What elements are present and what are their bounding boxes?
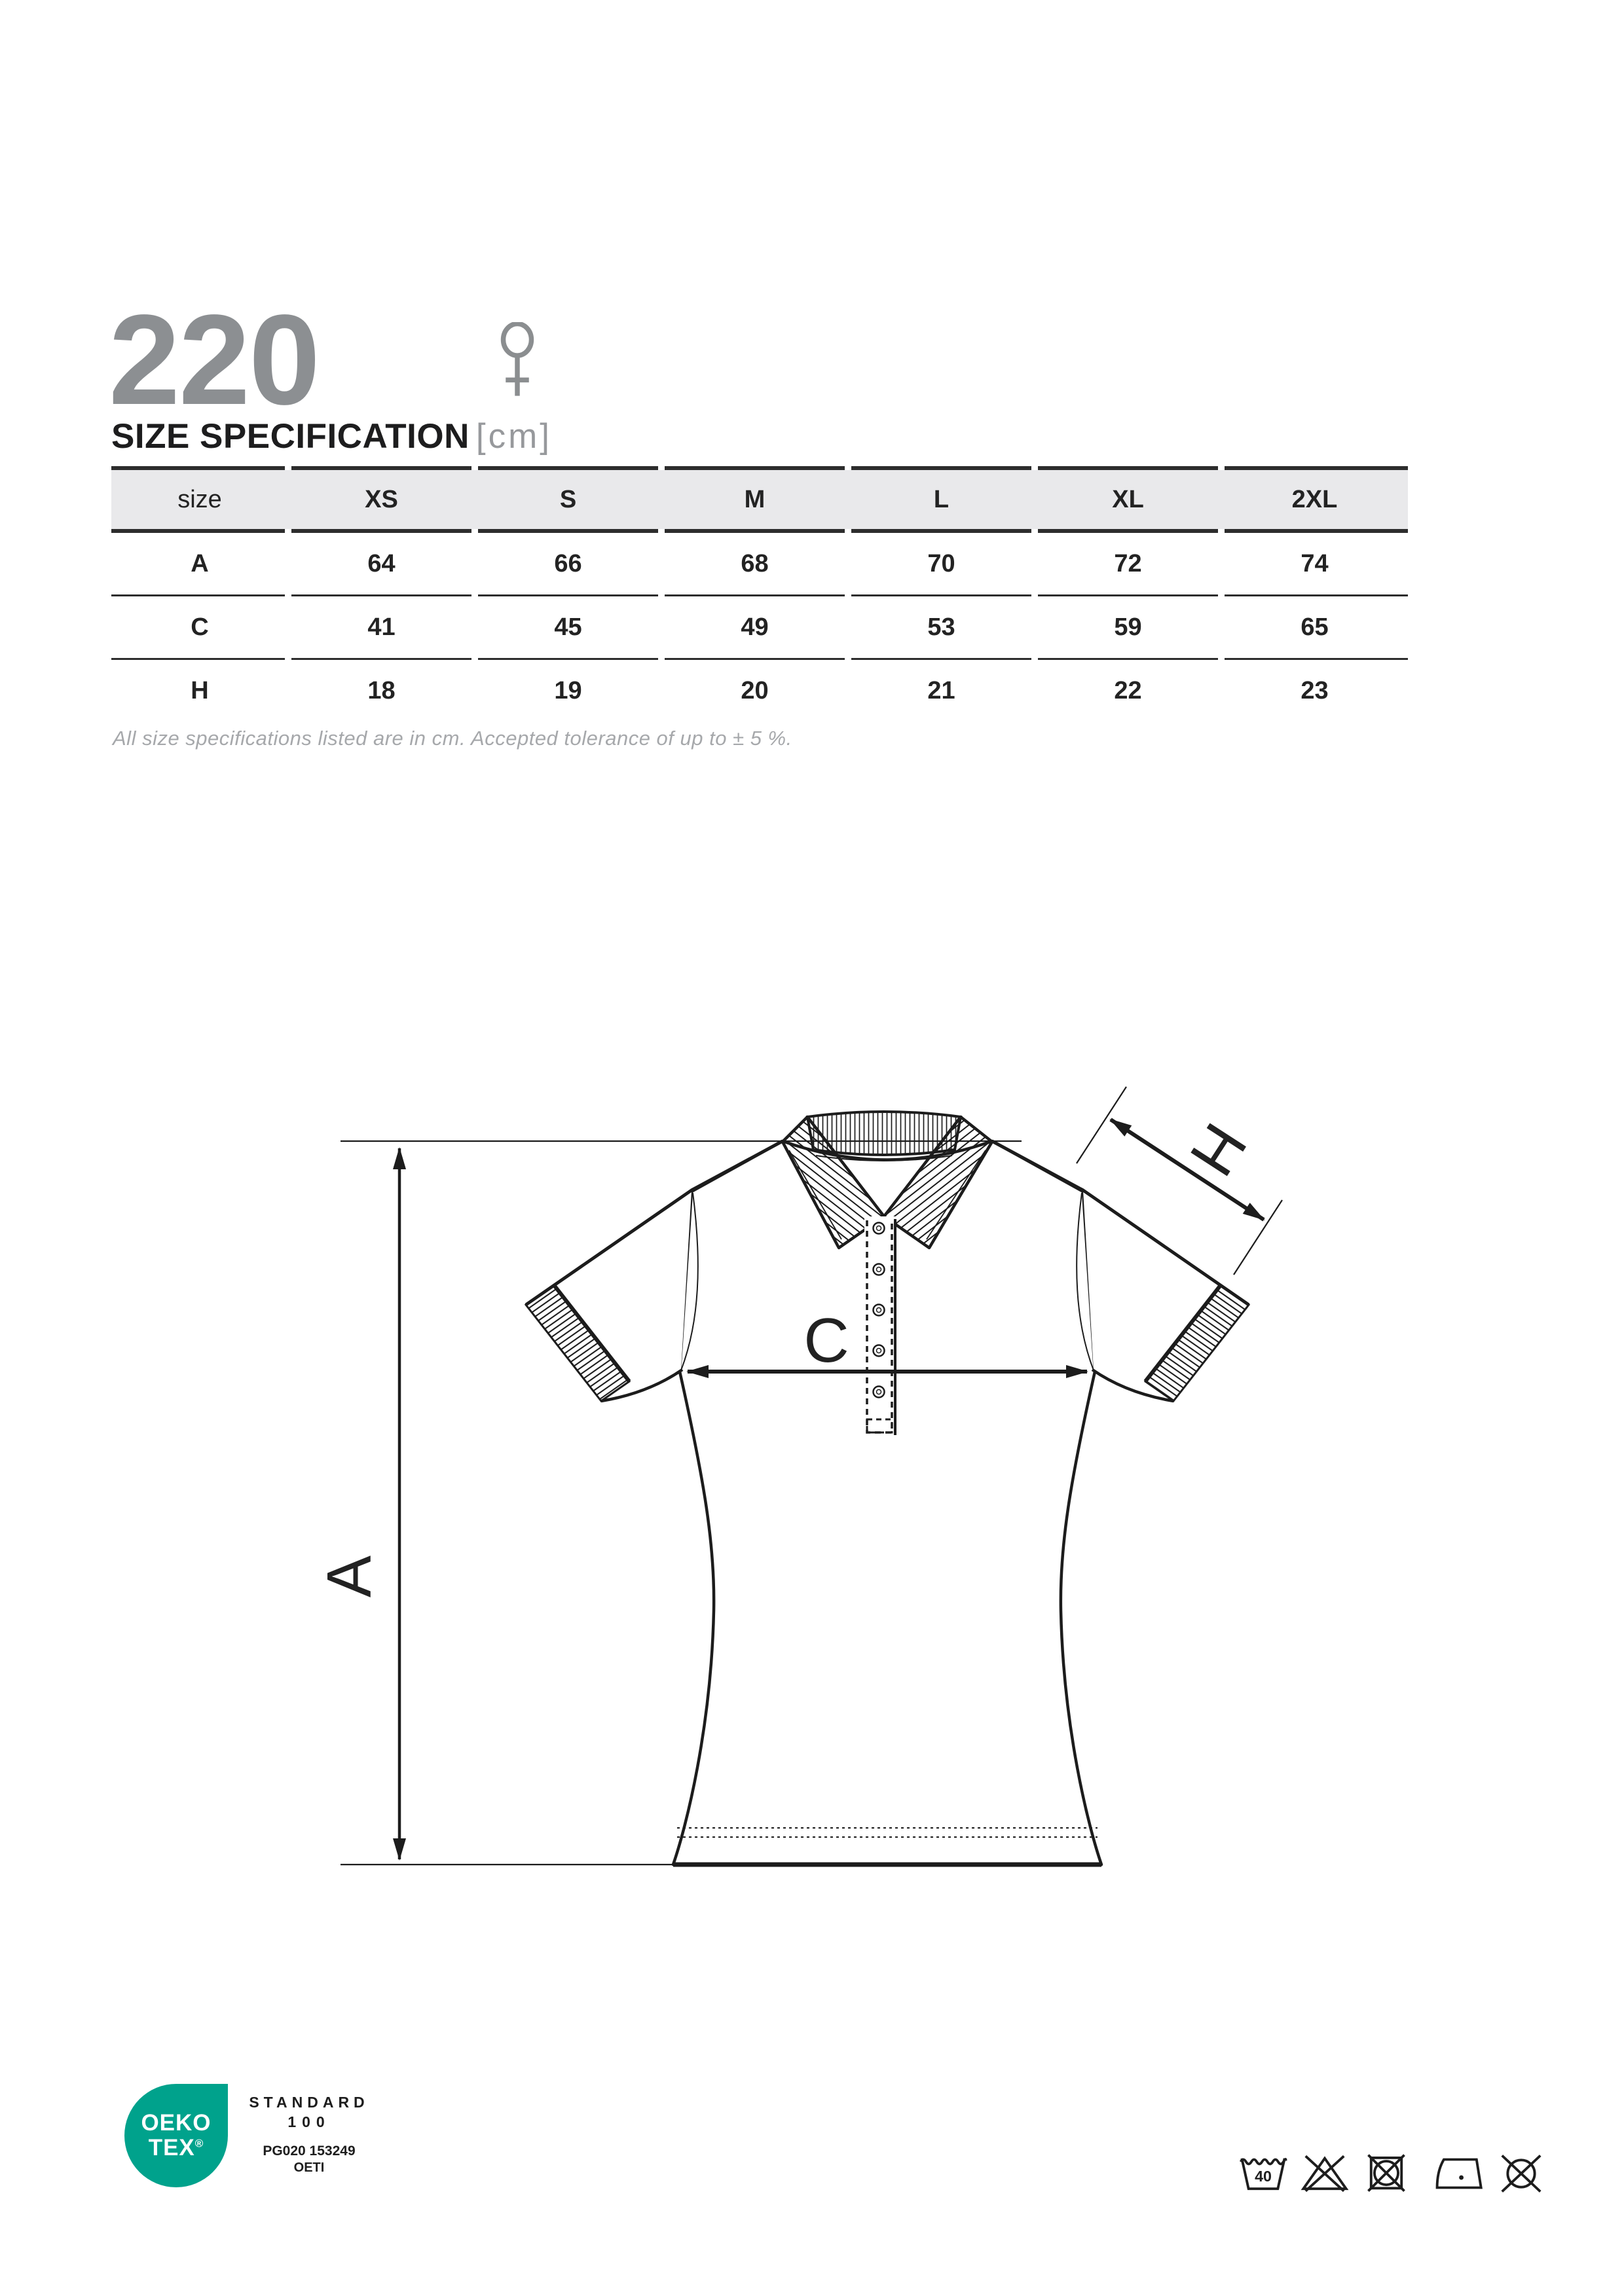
table-cell: 53	[927, 613, 955, 641]
dimension-a	[314, 1148, 399, 1859]
table-rule-segment	[1038, 529, 1218, 533]
dimension-h	[1111, 1111, 1264, 1220]
table-rule-segment	[665, 529, 845, 533]
table-header-cell: XS	[365, 485, 398, 513]
oeko-tex-logo-line2: TEX®	[148, 2135, 204, 2160]
wash-40-icon	[1235, 2153, 1291, 2195]
table-cell: 64	[367, 549, 396, 577]
table-rule	[111, 594, 1408, 596]
size-spec-title: SIZE SPECIFICATION	[111, 417, 470, 456]
table-rule-segment	[1038, 594, 1218, 596]
table-cell: 49	[741, 613, 769, 641]
table-rule-segment	[291, 466, 471, 470]
table-cell: 68	[741, 549, 769, 577]
table-cell: 41	[367, 613, 396, 641]
table-header-row	[111, 470, 1408, 529]
table-row	[111, 533, 1408, 594]
dimension-label: H	[191, 676, 209, 704]
table-rule	[111, 658, 1408, 660]
table-rule-segment	[478, 466, 658, 470]
registered-mark: ®	[194, 2137, 204, 2150]
do-not-tumble-dry-icon	[1358, 2153, 1414, 2195]
table-rule-segment	[478, 529, 658, 533]
table-rule-segment	[665, 466, 845, 470]
table-header-cell: size	[177, 485, 222, 513]
table-cell: 70	[927, 549, 955, 577]
table-rule-segment	[291, 658, 471, 660]
table-row	[111, 660, 1408, 721]
table-rule-segment	[111, 529, 285, 533]
table-rule-segment	[1225, 658, 1408, 660]
certifying-institute: OETI	[293, 2160, 325, 2176]
table-cell: 23	[1301, 676, 1329, 704]
svg-text:40: 40	[1255, 2168, 1272, 2185]
tolerance-note: All size specifications listed are in cm. Accepted tolerance of up to ± 5 %.	[113, 727, 792, 750]
standard-word: STANDARD	[249, 2094, 369, 2111]
table-rule-segment	[478, 594, 658, 596]
table-cell: 45	[554, 613, 582, 641]
table-header-cell: 2XL	[1291, 485, 1338, 513]
table-cell: 66	[554, 549, 582, 577]
table-cell: 20	[741, 676, 769, 704]
do-not-bleach-icon	[1297, 2153, 1353, 2195]
care-symbols	[1235, 2153, 1549, 2195]
table-rule-segment	[291, 594, 471, 596]
table-header-cell: L	[933, 485, 950, 513]
oeko-tex-logo	[124, 2084, 228, 2187]
dimension-label: A	[191, 549, 209, 577]
table-rule-segment	[665, 658, 845, 660]
table-row	[111, 596, 1408, 658]
table-header-cell: S	[559, 485, 577, 513]
table-cell: 65	[1301, 613, 1329, 641]
table-rule-segment	[851, 594, 1031, 596]
table-rule-segment	[1038, 658, 1218, 660]
unit-label: [cm]	[475, 417, 553, 456]
table-rule-segment	[291, 529, 471, 533]
size-table	[111, 466, 1408, 721]
size-spec-heading	[111, 416, 552, 456]
polo-shirt-drawing	[526, 1111, 1264, 1865]
product-code: 220	[109, 288, 320, 431]
table-rule-segment	[665, 594, 845, 596]
table-header-cell: XL	[1112, 485, 1144, 513]
table-rule-segment	[851, 658, 1031, 660]
dimension-label: C	[191, 613, 209, 641]
table-rule-segment	[111, 466, 285, 470]
table-rule-segment	[851, 466, 1031, 470]
iron-low-icon	[1431, 2153, 1488, 2195]
table-rule-top	[111, 466, 1408, 470]
table-rule-segment	[1038, 466, 1218, 470]
placket	[864, 1216, 896, 1435]
table-cell: 22	[1114, 676, 1142, 704]
certificate-code: PG020 153249	[263, 2143, 356, 2159]
oeko-tex-logo-line1: OEKO	[141, 2110, 212, 2136]
table-rule-segment	[1225, 466, 1408, 470]
table-rule-header-bottom	[111, 529, 1408, 533]
table-rule-segment	[1225, 594, 1408, 596]
table-cell: 72	[1114, 549, 1142, 577]
table-cell: 59	[1114, 613, 1142, 641]
female-icon	[499, 322, 536, 409]
table-rule-segment	[1225, 529, 1408, 533]
table-header-cell: M	[744, 485, 766, 513]
table-cell: 21	[927, 676, 955, 704]
table-cell: 74	[1301, 549, 1329, 577]
table-cell: 18	[367, 676, 396, 704]
dimension-a-label: A	[314, 1555, 384, 1598]
table-cell: 19	[554, 676, 582, 704]
oeko-tex-certification	[124, 2084, 399, 2195]
standard-number: 100	[287, 2113, 331, 2130]
dimension-h-label: H	[1176, 1111, 1261, 1188]
table-rule-segment	[851, 529, 1031, 533]
do-not-dry-clean-icon	[1493, 2153, 1549, 2195]
table-rule-segment	[111, 658, 285, 660]
table-rule-segment	[111, 594, 285, 596]
table-rule-segment	[478, 658, 658, 660]
dimension-c-label: C	[803, 1305, 849, 1376]
garment-diagram	[314, 1061, 1336, 1912]
